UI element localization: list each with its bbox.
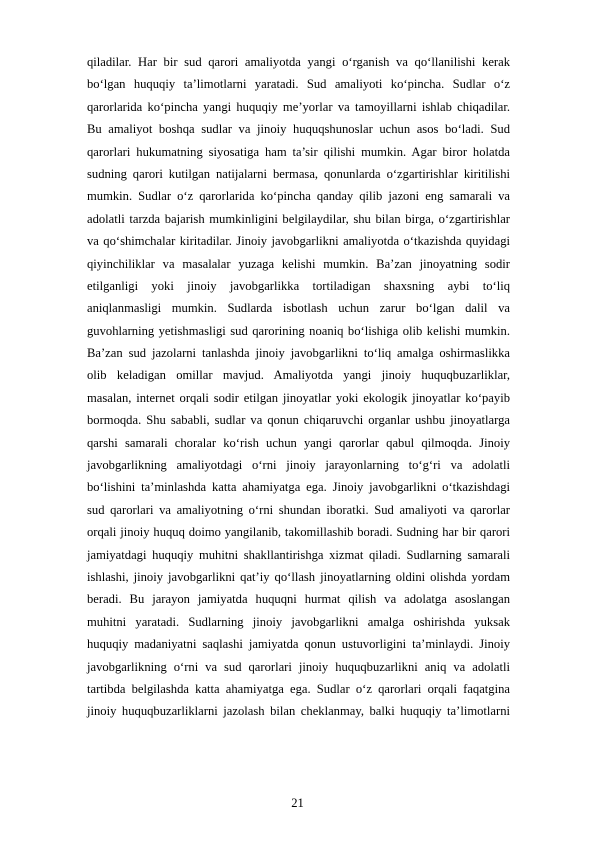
text-line: huquqiy madaniyatni saqlashi jamiyatda qonun ustuvorligini ta’minlaydi. Jinoiy <box>87 637 510 652</box>
body-text <box>87 51 510 723</box>
text-line: qiladilar. Har bir sud qarori amaliyotda yangi o‘rganish va qo‘llanilishi kerak <box>87 55 510 69</box>
text-line: orqali jinoiy huquq doimo yangilanib, takomillashib boradi. Sudning har bir qarori <box>87 525 510 540</box>
text-line: qarorlarida ko‘pincha yangi huquqiy me’yorlar va tamoyillarni ishlab chiqadilar. <box>87 99 510 114</box>
text-line: Ba’zan sud jazolarni tanlashda jinoiy javobgarlikni to‘liq amalga oshirmaslikka <box>87 346 510 361</box>
text-line: mumkin. Sudlar o‘z qarorlarida ko‘pincha qanday qilib jazoni eng samarali va <box>87 189 510 204</box>
text-line: bo‘lgan huquqiy ta’limotlarni yaratadi. Sud amaliyoti ko‘pincha. Sudlar o‘z <box>87 77 510 92</box>
text-line: guvohlarning yetishmasligi sud qarorining noaniq bo‘lishiga olib kelishi mumkin. <box>87 323 510 338</box>
text-line: qiyinchiliklar va masalalar yuzaga kelishi mumkin. Ba’zan jinoyatning sodir <box>87 256 510 271</box>
text-line: sud qarorlari va amaliyotning o‘rni shundan iboratki. Sud amaliyoti va qarorlar <box>87 502 510 517</box>
text-line: sudning qarori kutilgan natijalarni bermasa, qonunlarda o‘zgartirishlar kiritilishi <box>87 166 510 181</box>
text-line: ishlashi, jinoiy javobgarlikni qat’iy qo‘llash jinoyatlarning oldini olishda yordam <box>87 569 510 584</box>
text-line: adolatli tarzda bajarish mumkinligini belgilaydilar, shu bilan birga, o‘zgartirishlar <box>87 211 510 226</box>
text-line: javobgarlikning amaliyotdagi o‘rni jinoiy jarayonlarning to‘g‘ri va adolatli <box>87 458 510 473</box>
text-line: jamiyatdagi huquqiy muhitni shakllantirishga xizmat qiladi. Sudlarning samarali <box>87 547 510 562</box>
text-line: muhitni yaratadi. Sudlarning jinoiy javobgarlikni amalga oshirishda yuksak <box>87 614 510 629</box>
text-line: va qo‘shimchalar kiritadilar. Jinoiy javobgarlikni amaliyotda o‘tkazishda quyidagi <box>87 234 510 249</box>
text-line: olib keladigan omillar mavjud. Amaliyotda yangi jinoiy huquqbuzarliklar, <box>87 368 510 383</box>
text-line: bormoqda. Shu sababli, sudlar va qonun chiqaruvchi organlar ushbu jinoyatlarga <box>87 413 510 428</box>
text-line: qarorlari hukumatning siyosatiga ham ta’sir qilishi mumkin. Agar biror holatda <box>87 144 510 159</box>
text-line: qarshi samarali choralar ko‘rish uchun yangi qarorlar qabul qilmoqda. Jinoiy <box>87 435 510 450</box>
text-line: etilganligi yoki jinoiy javobgarlikka tortiladigan shaxsning aybi to‘liq <box>87 278 510 293</box>
text-line: jinoiy huquqbuzarliklarni jazolash bilan cheklanmay, balki huquqiy ta’limotlarni <box>87 704 510 719</box>
text-line: beradi. Bu jarayon jamiyatda huquqni hurmat qilish va adolatga asoslangan <box>87 592 510 607</box>
text-line: tartibda belgilashda katta ahamiyatga ega. Sudlar o‘z qarorlari orqali faqatgina <box>87 681 510 696</box>
text-line: masalan, internet orqali sodir etilgan jinoyatlar yoki ekologik jinoyatlar ko‘payib <box>87 390 510 405</box>
text-line: bo‘lishini ta’minlashda katta ahamiyatga ega. Jinoiy javobgarlikni o‘tkazishdagi <box>87 480 510 495</box>
text-line: javobgarlikning o‘rni va sud qarorlari jinoiy huquqbuzarlikni aniq va adolatli <box>87 659 510 674</box>
text-line: Bu amaliyot boshqa sudlar va jinoiy huquqshunoslar uchun asos bo‘ladi. Sud <box>87 122 510 137</box>
text-line: aniqlanmasligi mumkin. Sudlarda isbotlash uchun zarur bo‘lgan dalil va <box>87 301 510 316</box>
page-number: 21 <box>291 796 304 810</box>
